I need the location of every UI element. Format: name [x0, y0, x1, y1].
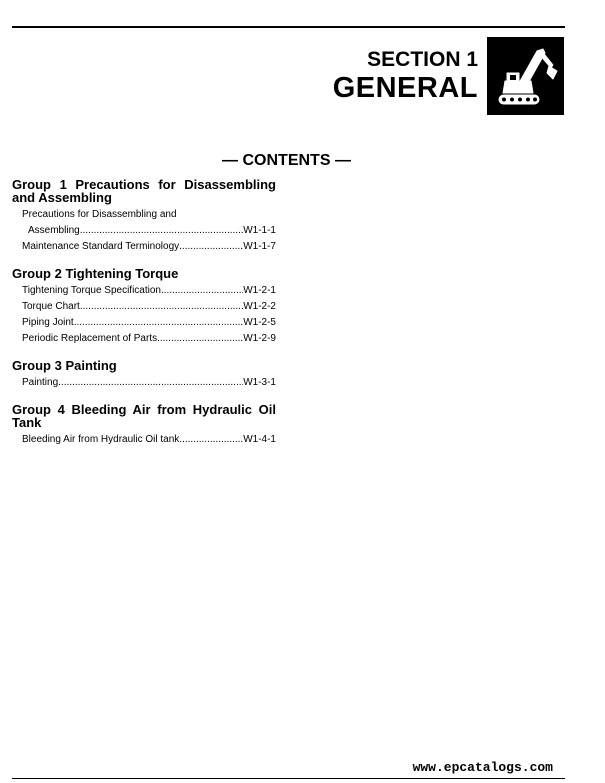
leader-dots [80, 223, 244, 239]
toc-entry-page: W1-2-9 [243, 333, 276, 344]
toc-entry-label: Torque Chart [22, 301, 80, 312]
toc-entry-page: W1-1-1 [243, 225, 276, 236]
toc-entry-label: Maintenance Standard Terminology [22, 241, 180, 252]
leader-dots [58, 375, 243, 391]
top-rule [12, 26, 565, 28]
excavator-icon [487, 37, 564, 115]
toc-entry-label: Piping Joint [22, 317, 74, 328]
toc-entry[interactable] [22, 331, 276, 347]
toc-entry-page: W1-4-1 [243, 434, 276, 445]
toc-group-4 [12, 403, 276, 448]
toc-entry[interactable] [22, 283, 276, 299]
toc-entry[interactable] [22, 239, 276, 255]
group-title: Group 2 Tightening Torque [12, 266, 179, 281]
toc-entry-page: W1-2-5 [243, 317, 276, 328]
group-title: Group 4 Bleeding Air from Hydraulic Oil Tank [12, 402, 276, 430]
section-title: GENERAL [332, 72, 478, 104]
leader-dots [179, 432, 243, 448]
toc-group-2 [12, 267, 276, 347]
leader-dots [74, 315, 244, 331]
toc-entry-label-line1: Precautions for Disassembling and [22, 209, 177, 220]
toc-entry[interactable] [22, 315, 276, 331]
toc-entry[interactable] [28, 223, 276, 239]
toc-group-3 [12, 359, 276, 391]
leader-dots [161, 283, 243, 299]
toc-entry-page: W1-1-7 [243, 241, 276, 252]
toc-entry[interactable] [22, 375, 276, 391]
contents-heading: — CONTENTS — [222, 152, 351, 169]
group-title: Group 3 Painting [12, 358, 117, 373]
leader-dots [179, 239, 243, 255]
toc-entry-label: Periodic Replacement of Parts [22, 333, 158, 344]
toc-entry[interactable] [22, 432, 276, 448]
bottom-rule [12, 778, 565, 779]
toc-entry-label: Assembling [28, 225, 80, 236]
group-title: Group 1 Precautions for Disassembling and Assembling [12, 177, 276, 205]
leader-dots [80, 299, 243, 315]
leader-dots [157, 331, 243, 347]
toc-entry-page: W1-2-1 [243, 285, 276, 296]
toc-entry-label: Painting [22, 377, 59, 388]
toc-entry-label: Tightening Torque Specification [22, 285, 161, 296]
table-of-contents [12, 178, 276, 460]
toc-entry[interactable] [22, 299, 276, 315]
toc-group-1 [12, 178, 276, 255]
section-number: SECTION 1 [367, 48, 478, 71]
toc-entry-page: W1-2-2 [243, 301, 276, 312]
toc-entry-page: W1-3-1 [243, 377, 276, 388]
toc-entry-label: Bleeding Air from Hydraulic Oil tank [22, 434, 180, 445]
footer-url: www.epcatalogs.com [412, 760, 553, 775]
